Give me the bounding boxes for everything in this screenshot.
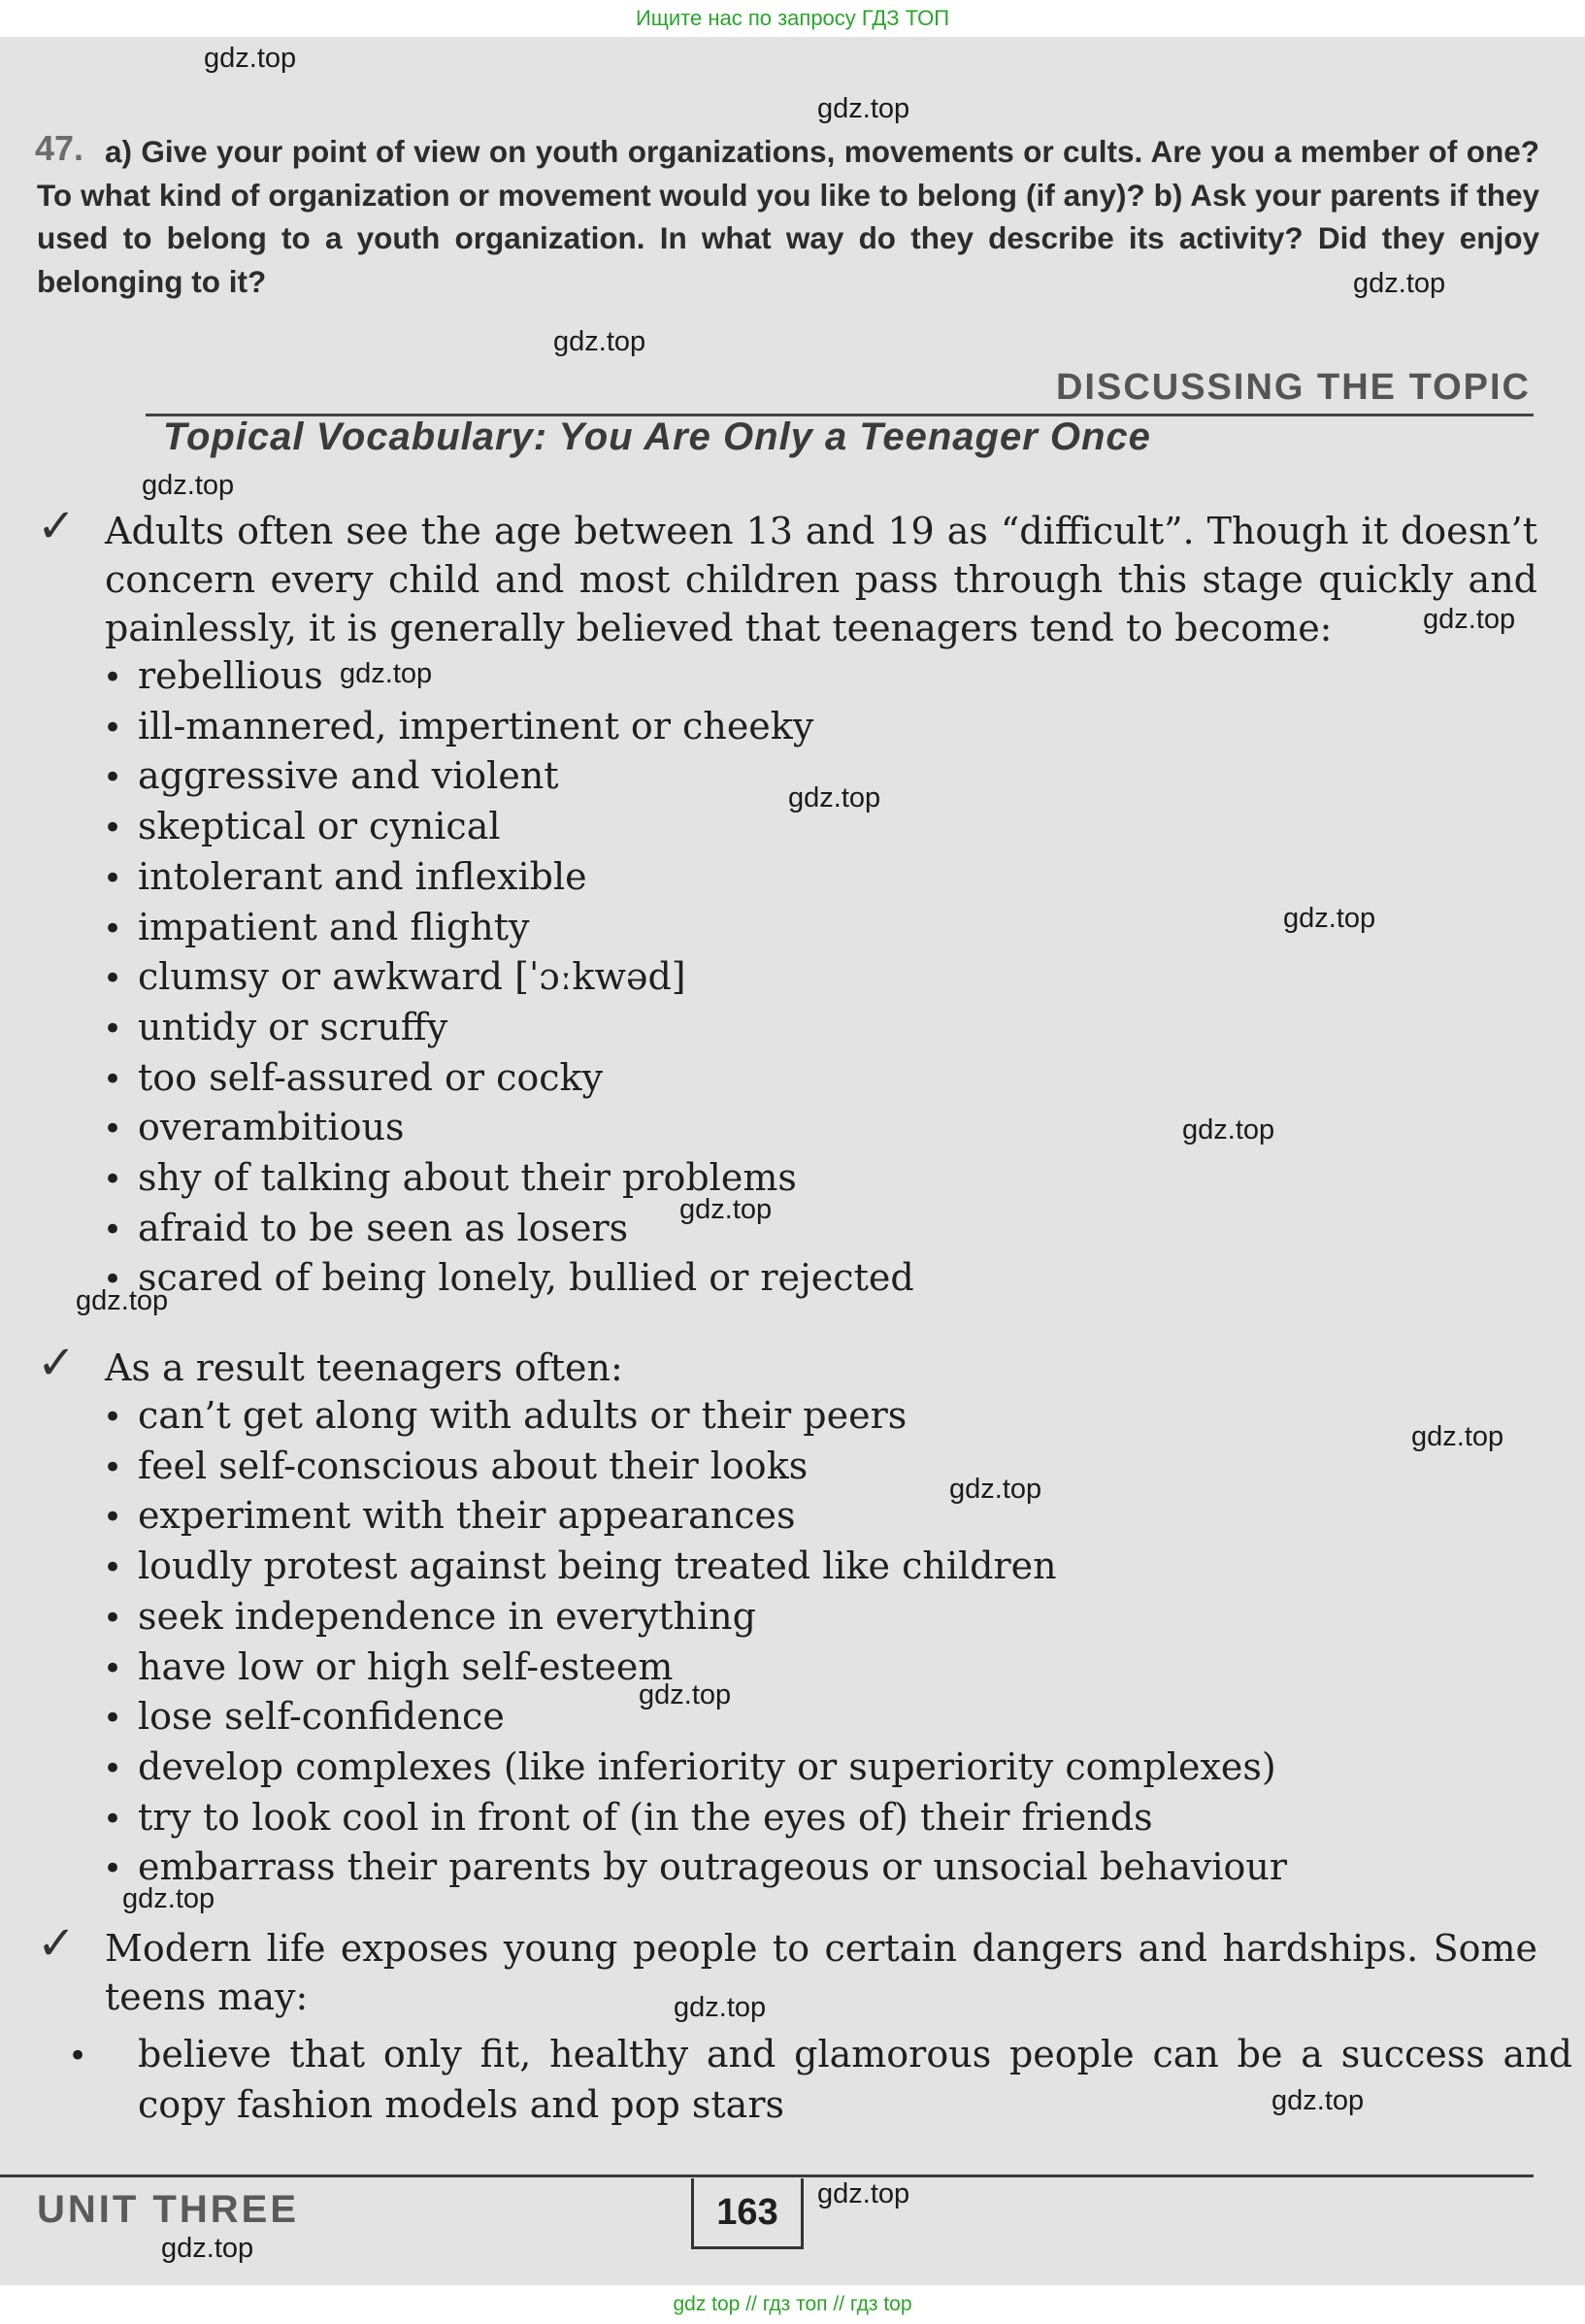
- list-item: • aggressive and violent: [103, 752, 914, 803]
- block1-intro: Adults often see the age between 13 and 19 as “difficult”. Though it doesn’t concern every child and most children pass through this stage quickly and painlessly, it is generally believed that teenagers tend to become:: [105, 510, 1537, 649]
- watermark: gdz.top: [1423, 604, 1516, 635]
- list-item: • believe that only fit, healthy and glamorous people can be a success and copy fashion models and pop stars: [103, 2031, 1572, 2129]
- section-heading: DISCUSSING THE TOPIC: [1055, 367, 1531, 408]
- watermark: gdz.top: [817, 2178, 910, 2209]
- list-item: • lose self-confidence: [103, 1693, 1287, 1743]
- watermark: gdz.top: [639, 1679, 732, 1710]
- watermark: gdz.top: [142, 470, 235, 501]
- watermark: gdz.top: [340, 658, 433, 689]
- watermark: gdz.top: [161, 2233, 254, 2264]
- watermark: gdz.top: [1271, 2085, 1365, 2116]
- list-item: • experiment with their appearances: [103, 1492, 1287, 1543]
- watermark: gdz.top: [949, 1474, 1042, 1505]
- unit-label: UNIT THREE: [37, 2188, 299, 2231]
- watermark: gdz.top: [1283, 903, 1376, 934]
- watermark: gdz.top: [1353, 268, 1446, 299]
- list-item: • loudly protest against being treated like children: [103, 1543, 1287, 1593]
- teen-traits-list: [103, 652, 914, 1305]
- list-item: • scared of being lonely, bullied or rejected: [103, 1254, 914, 1305]
- watermark: gdz.top: [553, 326, 646, 357]
- list-item: • afraid to be seen as losers: [103, 1205, 914, 1255]
- block2-intro: As a result teenagers often:: [105, 1346, 623, 1389]
- list-item: • intolerant and inflexible: [103, 853, 914, 904]
- exercise-instructions: a) Give your point of view on youth organizations, movements or cults. Are you a member of one? To what kind of organization or movement would you like to belong (if any)? b) Ask your parents if they used to belong to a youth organization. In what way do they describe its activity? Did they enjoy belonging to it?: [37, 134, 1539, 299]
- vocabulary-title: Topical Vocabulary: You Are Only a Teenager Once: [163, 415, 1151, 458]
- list-item: • ill-mannered, impertinent or cheeky: [103, 703, 914, 753]
- watermark: gdz.top: [674, 1992, 767, 2023]
- list-item: • shy of talking about their problems: [103, 1154, 914, 1205]
- exercise-number: 47.: [35, 128, 84, 168]
- watermark: gdz.top: [122, 1883, 215, 1914]
- list-item: • too self-assured or cocky: [103, 1054, 914, 1105]
- watermark: gdz.top: [1411, 1421, 1504, 1452]
- list-item: • untidy or scruffy: [103, 1004, 914, 1054]
- exercise-text: [37, 130, 1539, 303]
- checkmark-icon: ✓: [37, 1916, 77, 1971]
- watermark: gdz.top: [788, 782, 881, 813]
- list-item: • develop complexes (like inferiority or superiority complexes): [103, 1743, 1287, 1794]
- top-banner[interactable]: Ищите нас по запросу ГДЗ ТОП: [635, 6, 950, 30]
- checkmark-icon: ✓: [37, 1336, 77, 1390]
- list-item: • seek independence in everything: [103, 1593, 1287, 1643]
- watermark: gdz.top: [817, 93, 910, 124]
- list-item: • overambitious: [103, 1104, 914, 1154]
- page-number: 163: [691, 2178, 804, 2249]
- list-item: • embarrass their parents by outrageous or unsocial behaviour: [103, 1843, 1287, 1894]
- list-item: • can’t get along with adults or their peers: [103, 1392, 1287, 1443]
- textbook-page: [0, 37, 1585, 2285]
- list-item: • clumsy or awkward [ˈɔːkwəd]: [103, 953, 914, 1004]
- list-item: • have low or high self-esteem: [103, 1643, 1287, 1694]
- watermark: gdz.top: [204, 43, 297, 74]
- bottom-banner[interactable]: gdz top // гдз топ // гдз top: [673, 2293, 912, 2315]
- footer-divider: [0, 2175, 1534, 2177]
- list-item: • feel self-conscious about their looks: [103, 1443, 1287, 1493]
- teen-behaviours-list: [103, 1392, 1287, 1894]
- list-item: • rebellious: [103, 652, 914, 703]
- list-item: • skeptical or cynical: [103, 803, 914, 853]
- watermark: gdz.top: [679, 1194, 773, 1225]
- block3-intro: Modern life exposes young people to certain dangers and hardships. Some teens may:: [105, 1927, 1537, 2018]
- list-item: • impatient and flighty: [103, 904, 914, 954]
- watermark: gdz.top: [1182, 1114, 1275, 1145]
- list-item: • try to look cool in front of (in the eyes of) their friends: [103, 1794, 1287, 1844]
- checkmark-icon: ✓: [37, 499, 77, 553]
- watermark: gdz.top: [76, 1285, 169, 1316]
